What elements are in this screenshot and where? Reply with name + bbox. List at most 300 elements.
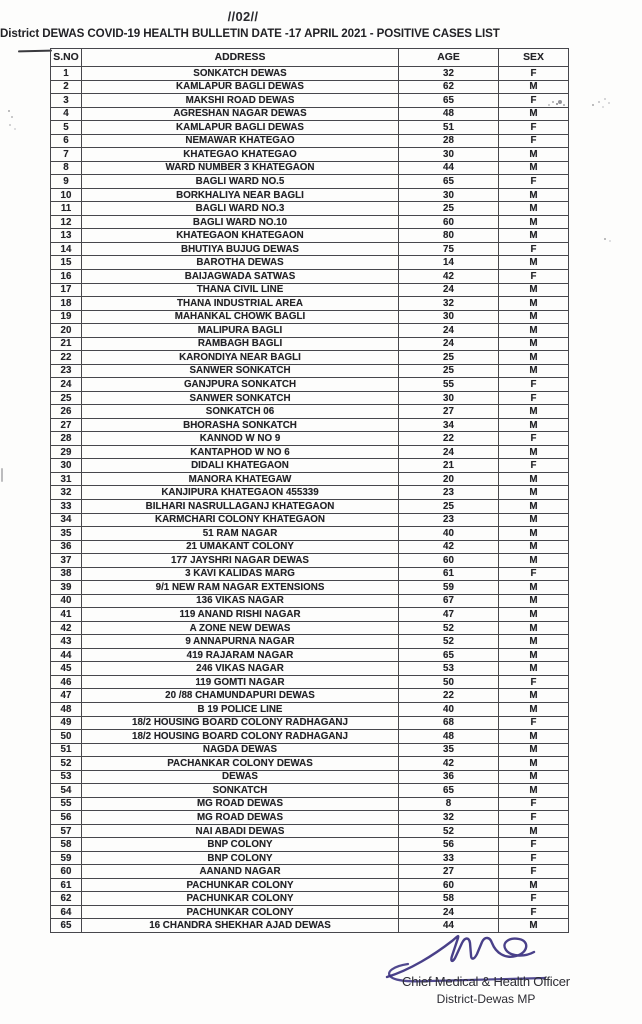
age-cell: 59 [399, 581, 499, 595]
sno-cell: 30 [51, 459, 82, 473]
age-cell: 30 [399, 391, 499, 405]
document-title: District DEWAS COVID-19 HEALTH BULLETIN DATE -17 APRIL 2021 - POSITIVE CASES LIST [0, 27, 500, 40]
sno-cell: 11 [51, 202, 82, 216]
table-row [51, 229, 569, 243]
age-cell: 44 [399, 161, 499, 175]
address-cell: PACHANKAR COLONY DEWAS [82, 757, 399, 771]
table-row [51, 757, 569, 771]
sex-cell: M [499, 297, 569, 311]
table-row [51, 432, 569, 446]
sno-cell: 42 [51, 621, 82, 635]
address-cell: BAGLI WARD NO.5 [82, 175, 399, 189]
sno-cell: 4 [51, 107, 82, 121]
age-cell: 30 [399, 188, 499, 202]
sno-cell: 48 [51, 702, 82, 716]
age-cell: 8 [399, 797, 499, 811]
sno-cell: 33 [51, 500, 82, 514]
table-row [51, 892, 569, 906]
table-row [51, 770, 569, 784]
address-cell: BAGLI WARD NO.10 [82, 215, 399, 229]
age-cell: 14 [399, 256, 499, 270]
address-cell: PACHUNKAR COLONY [82, 878, 399, 892]
address-cell: 246 VIKAS NAGAR [82, 662, 399, 676]
age-cell: 56 [399, 838, 499, 852]
table-row [51, 527, 569, 541]
address-cell: BAROTHA DEWAS [82, 256, 399, 270]
table-row [51, 364, 569, 378]
age-cell: 20 [399, 472, 499, 486]
age-cell: 27 [399, 405, 499, 419]
sex-cell: M [499, 215, 569, 229]
sex-cell: M [499, 161, 569, 175]
age-column-header: AGE [399, 49, 499, 67]
sno-cell: 45 [51, 662, 82, 676]
sex-cell: M [499, 554, 569, 568]
sex-cell: M [499, 770, 569, 784]
cases-table [50, 48, 569, 933]
sno-cell: 47 [51, 689, 82, 703]
address-cell: 136 VIKAS NAGAR [82, 594, 399, 608]
sex-cell: F [499, 797, 569, 811]
table-row [51, 716, 569, 730]
age-cell: 44 [399, 919, 499, 933]
table-row [51, 811, 569, 825]
table-row [51, 378, 569, 392]
age-cell: 36 [399, 770, 499, 784]
age-cell: 65 [399, 784, 499, 798]
address-cell: SONKATCH [82, 784, 399, 798]
sex-cell: M [499, 702, 569, 716]
address-cell: 419 RAJARAM NAGAR [82, 648, 399, 662]
sno-cell: 52 [51, 757, 82, 771]
signatory-title: Chief Medical & Health Officer [402, 974, 570, 989]
table-row [51, 283, 569, 297]
age-cell: 35 [399, 743, 499, 757]
table-row [51, 635, 569, 649]
address-cell: 20 /88 CHAMUNDAPURI DEWAS [82, 689, 399, 703]
address-cell: 18/2 HOUSING BOARD COLONY RADHAGANJ [82, 716, 399, 730]
signature-stroke [387, 936, 534, 977]
age-cell: 53 [399, 662, 499, 676]
sno-cell: 13 [51, 229, 82, 243]
age-cell: 28 [399, 134, 499, 148]
table-row [51, 418, 569, 432]
address-cell: WARD NUMBER 3 KHATEGAON [82, 161, 399, 175]
sex-cell: F [499, 378, 569, 392]
address-cell: A ZONE NEW DEWAS [82, 621, 399, 635]
address-cell: MAHANKAL CHOWK BAGLI [82, 310, 399, 324]
sno-cell: 15 [51, 256, 82, 270]
age-cell: 34 [399, 418, 499, 432]
cases-table-body [51, 67, 569, 933]
age-cell: 52 [399, 635, 499, 649]
address-cell: MANORA KHATEGAW [82, 472, 399, 486]
age-cell: 65 [399, 175, 499, 189]
address-cell: NEMAWAR KHATEGAO [82, 134, 399, 148]
table-row [51, 621, 569, 635]
age-cell: 23 [399, 486, 499, 500]
table-row [51, 662, 569, 676]
address-cell: DEWAS [82, 770, 399, 784]
sno-cell: 46 [51, 675, 82, 689]
table-row [51, 851, 569, 865]
sex-cell: F [499, 94, 569, 108]
address-cell: KHATEGAO KHATEGAO [82, 148, 399, 162]
address-cell: 177 JAYSHRI NAGAR DEWAS [82, 554, 399, 568]
scan-artifact [8, 110, 10, 112]
age-cell: 24 [399, 324, 499, 338]
sno-cell: 5 [51, 121, 82, 135]
sno-cell: 1 [51, 67, 82, 81]
sex-cell: F [499, 811, 569, 825]
age-cell: 21 [399, 459, 499, 473]
address-cell: KANTAPHOD W NO 6 [82, 445, 399, 459]
table-row [51, 689, 569, 703]
address-cell: AANAND NAGAR [82, 865, 399, 879]
age-cell: 33 [399, 851, 499, 865]
address-cell: 21 UMAKANT COLONY [82, 540, 399, 554]
sex-cell: F [499, 134, 569, 148]
address-cell: GANJPURA SONKATCH [82, 378, 399, 392]
table-row [51, 838, 569, 852]
table-row [51, 472, 569, 486]
address-cell: 3 KAVI KALIDAS MARG [82, 567, 399, 581]
sex-cell: F [499, 905, 569, 919]
table-row [51, 324, 569, 338]
table-row [51, 67, 569, 81]
table-row [51, 310, 569, 324]
age-cell: 67 [399, 594, 499, 608]
sno-cell: 12 [51, 215, 82, 229]
sex-cell: M [499, 824, 569, 838]
sex-cell: M [499, 418, 569, 432]
address-cell: PACHUNKAR COLONY [82, 905, 399, 919]
table-row [51, 513, 569, 527]
age-cell: 42 [399, 757, 499, 771]
sex-cell: F [499, 892, 569, 906]
table-row [51, 215, 569, 229]
age-cell: 48 [399, 730, 499, 744]
address-cell: 18/2 HOUSING BOARD COLONY RADHAGANJ [82, 730, 399, 744]
table-row [51, 256, 569, 270]
age-cell: 50 [399, 675, 499, 689]
table-row [51, 148, 569, 162]
table-row [51, 784, 569, 798]
sno-cell: 20 [51, 324, 82, 338]
sno-column-header: S.NO [51, 49, 82, 67]
table-row [51, 121, 569, 135]
age-cell: 65 [399, 648, 499, 662]
sex-cell: M [499, 148, 569, 162]
sno-cell: 64 [51, 905, 82, 919]
age-cell: 25 [399, 351, 499, 365]
address-cell: BNP COLONY [82, 838, 399, 852]
scan-artifact [552, 101, 554, 103]
sex-cell: M [499, 310, 569, 324]
table-row [51, 351, 569, 365]
sex-cell: M [499, 445, 569, 459]
address-cell: KARMCHARI COLONY KHATEGAON [82, 513, 399, 527]
sex-cell: F [499, 838, 569, 852]
sno-cell: 31 [51, 472, 82, 486]
sno-cell: 51 [51, 743, 82, 757]
sex-column-header: SEX [499, 49, 569, 67]
table-row [51, 391, 569, 405]
sex-cell: M [499, 351, 569, 365]
address-cell: 51 RAM NAGAR [82, 527, 399, 541]
address-cell: NAI ABADI DEWAS [82, 824, 399, 838]
age-cell: 23 [399, 513, 499, 527]
age-cell: 60 [399, 554, 499, 568]
sno-cell: 22 [51, 351, 82, 365]
sex-cell: M [499, 730, 569, 744]
address-cell: DIDALI KHATEGAON [82, 459, 399, 473]
sno-cell: 28 [51, 432, 82, 446]
table-row [51, 608, 569, 622]
address-cell: B 19 POLICE LINE [82, 702, 399, 716]
sex-cell: M [499, 757, 569, 771]
table-row [51, 594, 569, 608]
age-cell: 42 [399, 269, 499, 283]
sex-cell: M [499, 743, 569, 757]
age-cell: 25 [399, 500, 499, 514]
address-cell: THANA CIVIL LINE [82, 283, 399, 297]
address-cell: RAMBAGH BAGLI [82, 337, 399, 351]
sex-cell: F [499, 459, 569, 473]
table-row [51, 297, 569, 311]
address-cell: 119 GOMTI NAGAR [82, 675, 399, 689]
table-row [51, 743, 569, 757]
table-row [51, 94, 569, 108]
address-cell: KANJIPURA KHATEGAON 455339 [82, 486, 399, 500]
age-cell: 55 [399, 378, 499, 392]
address-cell: THANA INDUSTRIAL AREA [82, 297, 399, 311]
address-cell: BHORASHA SONKATCH [82, 418, 399, 432]
sno-cell: 17 [51, 283, 82, 297]
table-row [51, 459, 569, 473]
table-row [51, 500, 569, 514]
sex-cell: M [499, 662, 569, 676]
address-cell: KHATEGAON KHATEGAON [82, 229, 399, 243]
signature-block [395, 974, 577, 1006]
sno-cell: 6 [51, 134, 82, 148]
sno-cell: 34 [51, 513, 82, 527]
sno-cell: 61 [51, 878, 82, 892]
table-row [51, 648, 569, 662]
scan-artifact [604, 238, 606, 240]
sex-cell: M [499, 784, 569, 798]
sno-cell: 8 [51, 161, 82, 175]
age-cell: 32 [399, 67, 499, 81]
age-cell: 60 [399, 215, 499, 229]
sno-cell: 24 [51, 378, 82, 392]
cases-table-header [51, 49, 569, 67]
table-row [51, 175, 569, 189]
sno-cell: 7 [51, 148, 82, 162]
sex-cell: M [499, 202, 569, 216]
table-row [51, 919, 569, 933]
age-cell: 75 [399, 242, 499, 256]
sex-cell: M [499, 581, 569, 595]
sex-cell: M [499, 283, 569, 297]
age-cell: 60 [399, 878, 499, 892]
sno-cell: 21 [51, 337, 82, 351]
sex-cell: M [499, 337, 569, 351]
address-cell: SONKATCH 06 [82, 405, 399, 419]
address-column-header: ADDRESS [82, 49, 399, 67]
sno-cell: 58 [51, 838, 82, 852]
sex-cell: M [499, 229, 569, 243]
sno-cell: 55 [51, 797, 82, 811]
sex-cell: M [499, 500, 569, 514]
address-cell: MAKSHI ROAD DEWAS [82, 94, 399, 108]
table-row [51, 730, 569, 744]
age-cell: 30 [399, 310, 499, 324]
address-cell: BORKHALIYA NEAR BAGLI [82, 188, 399, 202]
sno-cell: 65 [51, 919, 82, 933]
sno-cell: 59 [51, 851, 82, 865]
age-cell: 51 [399, 121, 499, 135]
sex-cell: M [499, 486, 569, 500]
address-cell: PACHUNKAR COLONY [82, 892, 399, 906]
table-row [51, 865, 569, 879]
age-cell: 47 [399, 608, 499, 622]
address-cell: SONKATCH DEWAS [82, 67, 399, 81]
address-cell: SANWER SONKATCH [82, 391, 399, 405]
age-cell: 52 [399, 621, 499, 635]
age-cell: 27 [399, 865, 499, 879]
table-row [51, 878, 569, 892]
age-cell: 52 [399, 824, 499, 838]
age-cell: 61 [399, 567, 499, 581]
scan-line-artifact [18, 50, 52, 53]
table-row [51, 675, 569, 689]
sno-cell: 3 [51, 94, 82, 108]
sex-cell: M [499, 919, 569, 933]
address-cell: BNP COLONY [82, 851, 399, 865]
age-cell: 58 [399, 892, 499, 906]
address-cell: 16 CHANDRA SHEKHAR AJAD DEWAS [82, 919, 399, 933]
signatory-organization: District-Dewas MP [436, 992, 536, 1006]
table-row [51, 540, 569, 554]
sno-cell: 26 [51, 405, 82, 419]
address-cell: BILHARI NASRULLAGANJ KHATEGAON [82, 500, 399, 514]
table-row [51, 554, 569, 568]
sno-cell: 57 [51, 824, 82, 838]
sno-cell: 37 [51, 554, 82, 568]
sex-cell: M [499, 364, 569, 378]
sno-cell: 41 [51, 608, 82, 622]
address-cell: BAIJAGWADA SATWAS [82, 269, 399, 283]
address-cell: KARONDIYA NEAR BAGLI [82, 351, 399, 365]
sex-cell: M [499, 608, 569, 622]
scan-artifact [592, 104, 594, 106]
sex-cell: M [499, 188, 569, 202]
address-cell: NAGDA DEWAS [82, 743, 399, 757]
sex-cell: M [499, 256, 569, 270]
sex-cell: M [499, 107, 569, 121]
age-cell: 65 [399, 94, 499, 108]
sno-cell: 53 [51, 770, 82, 784]
table-row [51, 405, 569, 419]
age-cell: 24 [399, 283, 499, 297]
table-row [51, 269, 569, 283]
sex-cell: M [499, 878, 569, 892]
sex-cell: F [499, 567, 569, 581]
address-cell: SANWER SONKATCH [82, 364, 399, 378]
table-row [51, 337, 569, 351]
address-cell: MALIPURA BAGLI [82, 324, 399, 338]
scan-artifact [1, 468, 3, 482]
age-cell: 68 [399, 716, 499, 730]
sex-cell: F [499, 67, 569, 81]
table-row [51, 486, 569, 500]
sno-cell: 35 [51, 527, 82, 541]
age-cell: 22 [399, 689, 499, 703]
address-cell: KAMLAPUR BAGLI DEWAS [82, 80, 399, 94]
sno-cell: 60 [51, 865, 82, 879]
address-cell: AGRESHAN NAGAR DEWAS [82, 107, 399, 121]
sex-cell: M [499, 80, 569, 94]
sno-cell: 29 [51, 445, 82, 459]
sno-cell: 14 [51, 242, 82, 256]
sex-cell: M [499, 472, 569, 486]
table-row [51, 797, 569, 811]
sex-cell: M [499, 648, 569, 662]
sex-cell: F [499, 675, 569, 689]
sex-cell: M [499, 527, 569, 541]
table-row [51, 161, 569, 175]
sex-cell: M [499, 594, 569, 608]
sno-cell: 49 [51, 716, 82, 730]
sno-cell: 56 [51, 811, 82, 825]
sex-cell: M [499, 324, 569, 338]
address-cell: BHUTIYA BUJUG DEWAS [82, 242, 399, 256]
table-row [51, 824, 569, 838]
sex-cell: F [499, 242, 569, 256]
age-cell: 24 [399, 905, 499, 919]
sex-cell: F [499, 269, 569, 283]
age-cell: 62 [399, 80, 499, 94]
age-cell: 48 [399, 107, 499, 121]
sno-cell: 10 [51, 188, 82, 202]
sno-cell: 38 [51, 567, 82, 581]
age-cell: 42 [399, 540, 499, 554]
age-cell: 25 [399, 202, 499, 216]
address-cell: 119 ANAND RISHI NAGAR [82, 608, 399, 622]
table-row [51, 80, 569, 94]
age-cell: 30 [399, 148, 499, 162]
sex-cell: F [499, 391, 569, 405]
sex-cell: M [499, 621, 569, 635]
sex-cell: F [499, 121, 569, 135]
age-cell: 22 [399, 432, 499, 446]
address-cell: KANNOD W NO 9 [82, 432, 399, 446]
sex-cell: F [499, 851, 569, 865]
page-number-label: //02// [227, 9, 259, 24]
address-cell: MG ROAD DEWAS [82, 811, 399, 825]
table-row [51, 567, 569, 581]
table-row [51, 188, 569, 202]
header-row [51, 49, 569, 67]
sex-cell: F [499, 716, 569, 730]
address-cell: KAMLAPUR BAGLI DEWAS [82, 121, 399, 135]
sex-cell: M [499, 689, 569, 703]
table-row [51, 107, 569, 121]
age-cell: 32 [399, 811, 499, 825]
sno-cell: 23 [51, 364, 82, 378]
sno-cell: 54 [51, 784, 82, 798]
